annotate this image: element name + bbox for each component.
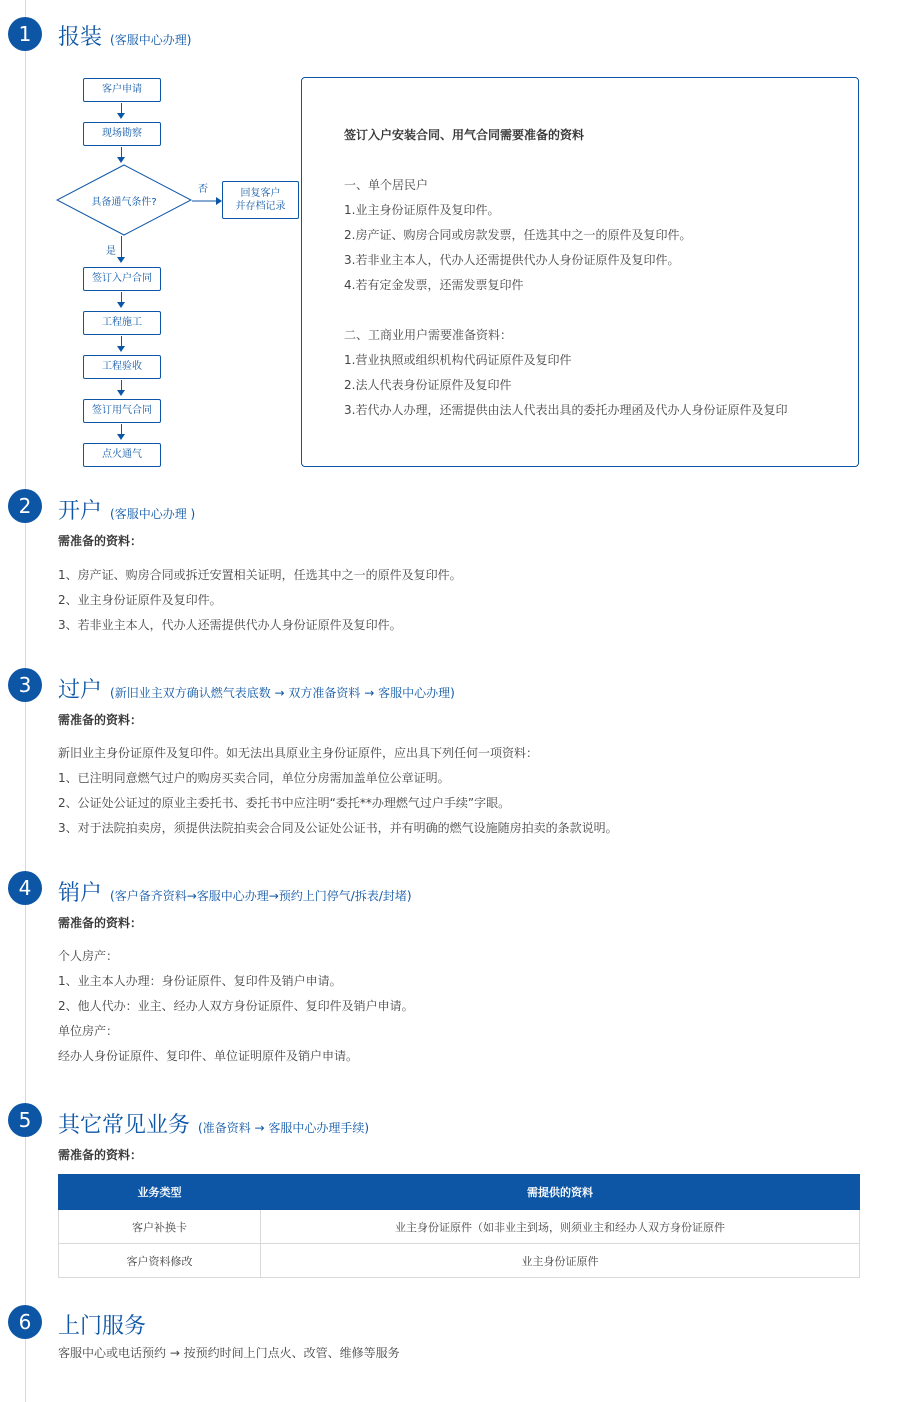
table-cell: 业主身份证原件 bbox=[261, 1244, 860, 1278]
section-line: 3、对于法院拍卖房，须提供法院拍卖会合同及公证处公证书，并有明确的燃气设施随房拍卖的条款说明。 bbox=[58, 821, 618, 835]
section-title-text: 开户 bbox=[58, 499, 103, 524]
section-label: 需准备的资料： bbox=[58, 1148, 143, 1162]
services-table bbox=[58, 1174, 860, 1278]
section-title-other-services bbox=[58, 1108, 369, 1139]
flow-reject-line-1: 回复客户 bbox=[240, 188, 281, 199]
panel-line: 1.业主身份证原件及复印件。 bbox=[344, 203, 500, 217]
step-badge-2: 2 bbox=[8, 489, 42, 523]
section-note: (客服中心办理) bbox=[110, 33, 192, 47]
flow-decision-text: 具备通气条件? bbox=[91, 197, 157, 208]
panel-heading: 签订入户安装合同、用气合同需要准备的资料 bbox=[344, 128, 585, 142]
panel-line: 4.若有定金发票，还需发票复印件 bbox=[344, 278, 524, 292]
flow-arrow-right bbox=[192, 196, 222, 206]
panel-line: 3.若代办人办理，还需提供由法人代表出具的委托办理函及代办人身份证原件及复印 bbox=[344, 403, 788, 417]
section-label: 需准备的资料： bbox=[58, 534, 143, 548]
section-label: 需准备的资料： bbox=[58, 713, 143, 727]
step-badge-1: 1 bbox=[8, 17, 42, 51]
table-cell: 业主身份证原件（如非业主到场，则须业主和经办人双方身份证原件 bbox=[261, 1210, 860, 1244]
panel-line: 3.若非业主本人，代办人还需提供代办人身份证原件及复印件。 bbox=[344, 253, 680, 267]
section-line: 客服中心或电话预约 → 按预约时间上门点火、改管、维修等服务 bbox=[58, 1346, 400, 1360]
flow-arrow bbox=[121, 292, 122, 303]
step-badge-4: 4 bbox=[8, 871, 42, 905]
flow-arrow bbox=[121, 380, 122, 391]
section-note: (新旧业主双方确认燃气表底数 → 双方准备资料 → 客服中心办理) bbox=[110, 686, 455, 700]
section-line: 2、他人代办：业主、经办人双方身份证原件、复印件及销户申请。 bbox=[58, 999, 414, 1013]
section-title-close-account bbox=[58, 876, 412, 907]
section-title-text: 销户 bbox=[58, 881, 103, 906]
section-line: 2、公证处公证过的原业主委托书、委托书中应注明“委托**办理燃气过户手续”字眼。 bbox=[58, 796, 511, 810]
section-line: 1、业主本人办理：身份证原件、复印件及销户申请。 bbox=[58, 974, 342, 988]
requirements-panel bbox=[301, 77, 859, 467]
section-line: 单位房产： bbox=[58, 1024, 119, 1038]
flow-arrow bbox=[121, 424, 122, 435]
step-badge-5: 5 bbox=[8, 1103, 42, 1137]
section-note: (客服中心办理 ) bbox=[110, 507, 196, 521]
section-title-transfer bbox=[58, 673, 455, 704]
flow-yes-label: 是 bbox=[106, 246, 116, 257]
section-line: 新旧业主身份证原件及复印件。如无法出具原业主身份证原件，应出具下列任何一项资料： bbox=[58, 746, 539, 760]
section-title-apply bbox=[58, 20, 191, 51]
step-badge-3: 3 bbox=[8, 668, 42, 702]
flow-step-ignition: 点火通气 bbox=[83, 443, 161, 467]
flow-arrow bbox=[121, 336, 122, 347]
panel-line: 2.房产证、购房合同或房款发票，任选其中之一的原件及复印件。 bbox=[344, 228, 692, 242]
section-title-text: 上门服务 bbox=[58, 1314, 147, 1339]
flow-arrow bbox=[121, 236, 122, 258]
flow-step-inspection: 工程验收 bbox=[83, 355, 161, 379]
flow-step-gas-contract: 签订用气合同 bbox=[83, 399, 161, 423]
table-header-materials: 需提供的资料 bbox=[261, 1175, 860, 1210]
section-title-text: 报装 bbox=[58, 25, 103, 50]
section-line: 经办人身份证原件、复印件、单位证明原件及销户申请。 bbox=[58, 1049, 359, 1063]
section-title-open-account bbox=[58, 494, 195, 525]
section-note: (客户备齐资料→客服中心办理→预约上门停气/拆表/封堵) bbox=[110, 889, 412, 903]
section-note: (准备资料 → 客服中心办理手续) bbox=[198, 1121, 370, 1135]
flow-step-construction: 工程施工 bbox=[83, 311, 161, 335]
section-title-text: 其它常见业务 bbox=[58, 1113, 191, 1138]
flow-step-contract: 签订入户合同 bbox=[83, 267, 161, 291]
table-header-type: 业务类型 bbox=[59, 1175, 261, 1210]
table-cell: 客户补换卡 bbox=[59, 1210, 261, 1244]
panel-line: 二、工商业用户需要准备资料： bbox=[344, 328, 513, 342]
section-title-onsite-service bbox=[58, 1309, 146, 1340]
flow-reject-box bbox=[222, 181, 299, 219]
section-line: 3、若非业主本人，代办人还需提供代办人身份证原件及复印件。 bbox=[58, 618, 402, 632]
table-cell: 客户资料修改 bbox=[59, 1244, 261, 1278]
panel-line: 2.法人代表身份证原件及复印件 bbox=[344, 378, 512, 392]
flow-step-apply: 客户申请 bbox=[83, 78, 161, 102]
section-line: 1、已注明同意燃气过户的购房买卖合同，单位分房需加盖单位公章证明。 bbox=[58, 771, 450, 785]
section-title-text: 过户 bbox=[58, 678, 103, 703]
table-header-row bbox=[59, 1175, 860, 1210]
table-row bbox=[59, 1244, 860, 1278]
flow-no-label: 否 bbox=[198, 184, 208, 195]
flow-arrow bbox=[121, 147, 122, 158]
panel-line: 一、单个居民户 bbox=[344, 178, 429, 192]
step-badge-6: 6 bbox=[8, 1305, 42, 1339]
panel-line: 1.营业执照或组织机构代码证原件及复印件 bbox=[344, 353, 572, 367]
flow-step-survey: 现场勘察 bbox=[83, 122, 161, 146]
flow-reject-line-2: 并存档记录 bbox=[235, 201, 286, 212]
section-label: 需准备的资料： bbox=[58, 916, 143, 930]
section-line: 2、业主身份证原件及复印件。 bbox=[58, 593, 222, 607]
section-line: 1、房产证、购房合同或拆迁安置相关证明，任选其中之一的原件及复印件。 bbox=[58, 568, 462, 582]
flow-arrow bbox=[121, 103, 122, 114]
table-row bbox=[59, 1210, 860, 1244]
section-line: 个人房产： bbox=[58, 949, 119, 963]
